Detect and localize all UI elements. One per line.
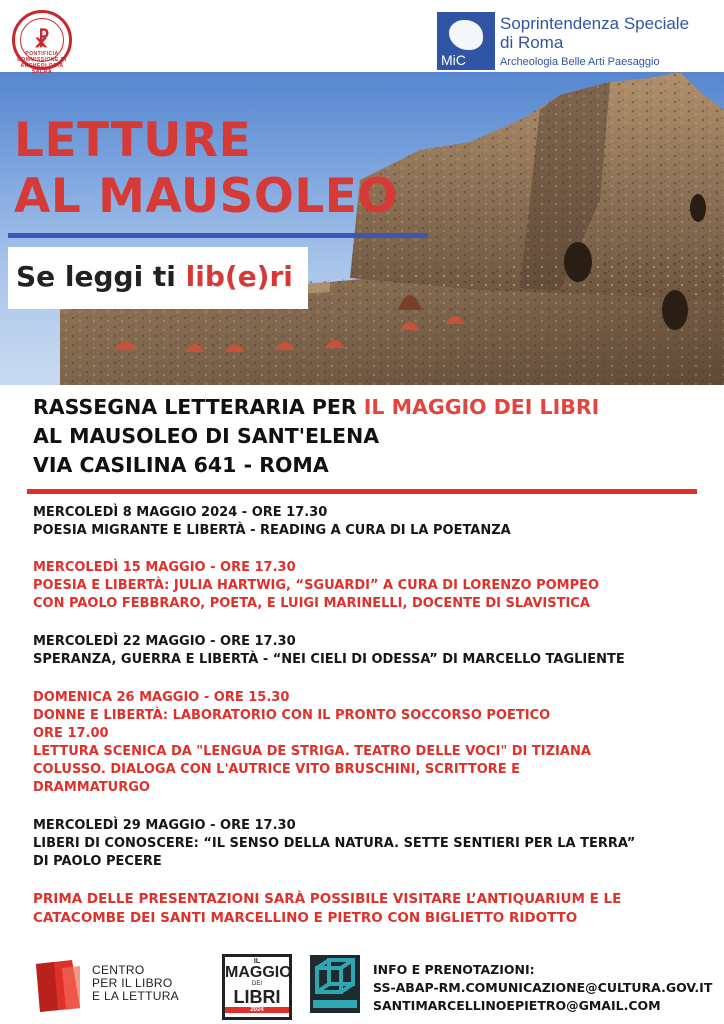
event-description: DI PAOLO PECERE <box>33 854 162 869</box>
section-divider <box>27 489 697 494</box>
event-date: MERCOLEDÌ 29 MAGGIO - ORE 17.30 <box>33 818 296 833</box>
hero-banner <box>0 0 724 385</box>
slogan-accent: lib(e)ri <box>185 260 293 293</box>
slogan-box <box>8 247 308 309</box>
event-time: ORE 17.00 <box>33 726 109 741</box>
intro-line-3: VIA CASILINA 641 - ROMA <box>33 453 329 477</box>
intro-line-2: AL MAUSOLEO DI SANT'ELENA <box>33 424 380 448</box>
maggio-word: MAGGIO <box>225 964 292 981</box>
event-item <box>33 504 703 540</box>
event-title <box>14 113 398 225</box>
event-date: MERCOLEDÌ 8 MAGGIO 2024 - ORE 17.30 <box>33 505 328 520</box>
slogan <box>16 260 293 293</box>
cepell-logo-icon <box>32 958 84 1014</box>
event-date: MERCOLEDÌ 22 MAGGIO - ORE 17.30 <box>33 634 296 649</box>
impossible-cube-logo-icon <box>309 954 361 1014</box>
maggio-il: IL <box>253 958 261 965</box>
event-description: LIBERI DI CONOSCERE: “IL SENSO DELLA NATURA. SETTE SENTIERI PER LA TERRA” <box>33 836 636 851</box>
cepell-line-2: PER IL LIBRO <box>92 976 173 990</box>
contact-info <box>373 961 712 1015</box>
cepell-line-3: E LA LETTURA <box>92 989 179 1003</box>
info-title: INFO E PRENOTAZIONI: <box>373 962 535 977</box>
event-description: LETTURA SCENICA DA "LENGUA DE STRIGA. TEATRO DELLE VOCI" DI TIZIANA <box>33 744 591 759</box>
slogan-prefix: Se leggi ti <box>16 260 186 293</box>
event-item <box>33 559 703 613</box>
visit-note-line-1: PRIMA DELLE PRESENTAZIONI SARÀ POSSIBILE VISITARE L’ANTIQUARIUM E LE <box>33 891 622 907</box>
event-description: DONNE E LIBERTÀ: LABORATORIO CON IL PRONTO SOCCORSO POETICO <box>33 708 551 723</box>
event-item <box>33 817 703 871</box>
event-description: POESIA MIGRANTE E LIBERTÀ - READING A CURA DI LA POETANZA <box>33 523 511 538</box>
event-schedule <box>33 504 703 928</box>
title-line-1: LETTURE <box>14 113 252 168</box>
soprintendenza-line-1: Soprintendenza Speciale <box>500 14 690 33</box>
mic-label: MiC <box>441 52 466 68</box>
info-email-2[interactable]: SANTIMARCELLINOEPIETRO@GMAIL.COM <box>373 998 661 1013</box>
soprintendenza-name <box>500 14 689 52</box>
maggio-libri: LIBRI <box>233 987 281 1007</box>
title-line-2: AL MAUSOLEO <box>14 169 398 224</box>
event-item <box>33 689 703 797</box>
event-description: COLUSSO. DIALOGA CON L'AUTRICE VITO BRUSCHINI, SCRITTORE E <box>33 762 521 777</box>
title-underline <box>8 233 428 238</box>
visit-note-line-2: CATACOMBE DEI SANTI MARCELLINO E PIETRO CON BIGLIETTO RIDOTTO <box>33 910 578 926</box>
soprintendenza-line-2: di Roma <box>500 33 564 52</box>
intro-line-1-highlight: IL MAGGIO DEI LIBRI <box>363 395 600 419</box>
visit-note <box>33 890 703 928</box>
info-email-1[interactable]: SS-ABAP-RM.COMUNICAZIONE@CULTURA.GOV.IT <box>373 980 713 995</box>
seal-lettering: PONTIFICIA COMMISSIONE DI ARCHEOLOGIA SACRA <box>17 51 67 75</box>
event-date: DOMENICA 26 MAGGIO - ORE 15.30 <box>33 690 290 705</box>
cepell-name <box>92 964 179 1003</box>
intro-line-1-prefix: RASSEGNA LETTERARIA PER <box>33 395 364 419</box>
cepell-line-1: CENTRO <box>92 963 145 977</box>
event-description: DRAMMATURGO <box>33 780 150 795</box>
event-description: POESIA E LIBERTÀ: JULIA HARTWIG, “SGUARDI” A CURA DI LORENZO POMPEO <box>33 578 600 593</box>
event-item <box>33 633 703 669</box>
chi-rho-icon: ☧ <box>34 28 50 52</box>
maggio-dei-libri-logo <box>222 954 292 1020</box>
event-date: MERCOLEDÌ 15 MAGGIO - ORE 17.30 <box>33 560 296 575</box>
event-description: SPERANZA, GUERRA E LIBERTÀ - “NEI CIELI DI ODESSA” DI MARCELLO TAGLIENTE <box>33 652 625 667</box>
event-description: CON PAOLO FEBBRARO, POETA, E LUIGI MARINELLI, DOCENTE DI SLAVISTICA <box>33 596 590 611</box>
maggio-dei: DEI <box>251 981 262 987</box>
soprintendenza-subtitle: Archeologia Belle Arti Paesaggio <box>500 56 660 68</box>
pontifical-commission-seal-logo <box>12 10 72 75</box>
mic-logo <box>437 12 495 70</box>
sculpture-head-icon <box>449 20 483 50</box>
intro-line-1 <box>33 393 599 422</box>
maggio-year: 2024 <box>225 1007 289 1013</box>
event-intro <box>33 393 599 480</box>
